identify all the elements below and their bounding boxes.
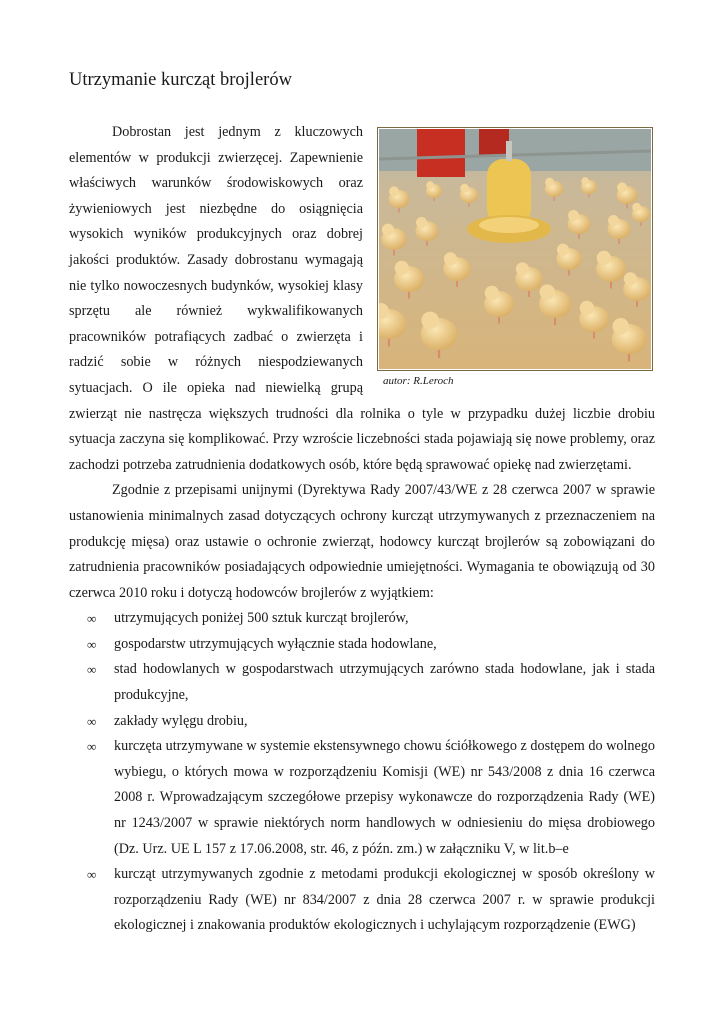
infinity-bullet-icon: ∞ [87,662,97,678]
chicks-photo [379,129,651,369]
list-item: ∞ kurcząt utrzymywanych zgodnie z metodami produkcji ekologicznej w sposób określony w rozporządzeniu Rady (WE) nr 834/2007 z dnia 28 czerwca 2007 r. w sprawie produkcji ekologicznej i znakowania produktów ekologicznych i uchylającym rozporządzenie (EWG) [69,862,655,939]
list-item: ∞ zakłady wylęgu drobiu, [69,709,655,735]
list-item: ∞ utrzymujących poniżej 500 sztuk kurcząt brojlerów, [69,606,655,632]
infinity-bullet-icon: ∞ [87,611,97,627]
list-item: ∞ gospodarstw utrzymujących wyłącznie stada hodowlane, [69,632,655,658]
paragraph-regulation: Zgodnie z przepisami unijnymi (Dyrektywa Rady 2007/43/WE z 28 czerwca 2007 w sprawie ustanowienia minimalnych zasad dotyczących ochrony kurcząt utrzymywanych z przeznaczeniem na produkcję mięsa) oraz ustawie o ochronie zwierząt, hodowcy kurcząt brojlerów są zobowiązani do zatrudnienia pracowników posiadających odpowiednie umiejętności. Wymagania te obowiązują od 30 czerwca 2010 roku i dotyczą hodowców brojlerów z wyjątkiem: [69,482,655,601]
list-item: ∞ kurczęta utrzymywane w systemie ekstensywnego chowu ściółkowego z dostępem do wolnego wybiegu, o których mowa w rozporządzeniu Komisji (WE) nr 543/2008 z dnia 16 czerwca 2008 r. Wprowadzającym szczegółowe przepisy wykonawcze do rozporządzenia Rady (WE) nr 1243/2007 w sprawie niektórych norm handlowych w odniesieniu do mięsa drobiowego (Dz. Urz. UE L 157 z 17.06.2008, str. 46, z późn. zm.) w załączniku V, w lit.b–e [69,734,655,862]
infinity-bullet-icon: ∞ [87,867,97,883]
infinity-bullet-icon: ∞ [87,713,97,729]
photo-frame [377,127,653,371]
infinity-bullet-icon: ∞ [87,739,97,755]
red-bucket-right [479,129,509,155]
document-body [69,120,655,939]
photo-caption: autor: R.Leroch [383,375,454,387]
page-title: Utrzymanie kurcząt brojlerów [69,70,292,90]
exemption-list [69,606,655,939]
chicks-figure [377,127,655,391]
list-item: ∞ stad hodowlanych w gospodarstwach utrzymujących zarówno stada hodowlane, jak i stada produkcyjne, [69,657,655,708]
paragraph-intro: Dobrostan jest jednym z kluczowych elementów w produkcji zwierzęcej. Zapewnienie właściwych warunków środowiskowych oraz żywieniowych jest niezbędne do osiągnięcia wysokich wyników produkcyjnych oraz dobrej jakości produktów. Zasady dobrostanu wymagają nie tylko nowoczesnych budynków, wysokiej klasy sprzętu ale również wykwalifikowanych pracowników potrafiących zadbać o zwierzęta i radzić sobie w różnych niespodziewanych sytuacjach. O ile opieka nad niewielką grupą zwierząt nie nastręcza większych trudności dla rolnika o tyle w przypadku dużej liczbie drobiu sytuacja zaczyna się komplikować. Przy wzroście liczebności stada pojawiają się nowe problemy, oraz zachodzi potrzeba zatrudnienia dodatkowych osób, które będą sprawować opiekę nad zwierzętami. [69,124,655,473]
red-bucket-left [417,129,465,177]
infinity-bullet-icon: ∞ [87,636,97,652]
